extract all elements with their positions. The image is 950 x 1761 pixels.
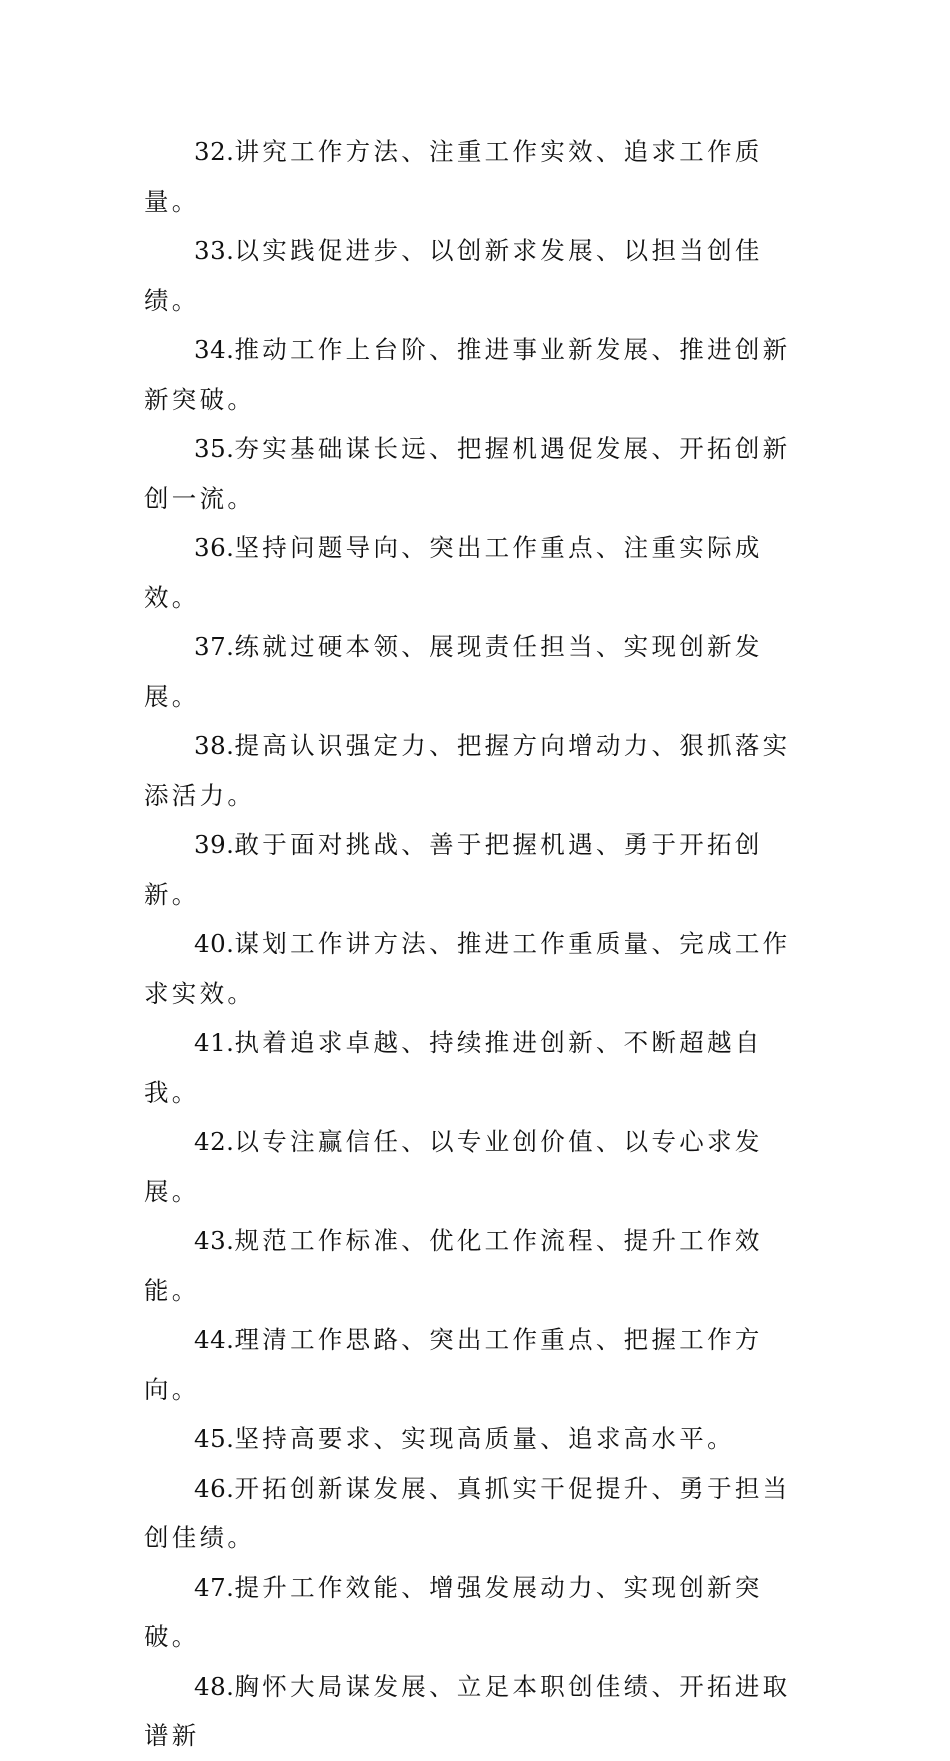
item-number: 48. <box>194 1671 235 1701</box>
item-text: 规范工作标准、优化工作流程、提升工作效能。 <box>144 1226 763 1305</box>
item-number: 35. <box>194 434 235 463</box>
list-item <box>144 919 808 1018</box>
list-item <box>144 424 808 523</box>
item-text: 理清工作思路、突出工作重点、把握工作方向。 <box>144 1325 763 1404</box>
list-item <box>144 820 808 919</box>
item-number: 46. <box>194 1473 235 1503</box>
item-number: 38. <box>194 731 235 760</box>
item-text: 执着追求卓越、持续推进创新、不断超越自我。 <box>144 1028 763 1107</box>
list-item <box>144 1018 808 1117</box>
item-text: 夯实基础谋长远、把握机遇促发展、开拓创新创一流。 <box>144 434 791 513</box>
document-body <box>144 127 808 1761</box>
list-item <box>144 721 808 820</box>
item-number: 47. <box>194 1572 235 1602</box>
item-text: 讲究工作方法、注重工作实效、追求工作质量。 <box>144 137 763 216</box>
item-number: 34. <box>194 335 235 364</box>
item-number: 41. <box>194 1028 235 1057</box>
item-text: 以实践促进步、以创新求发展、以担当创佳绩。 <box>144 236 763 315</box>
item-number: 43. <box>194 1226 235 1255</box>
item-number: 44. <box>194 1325 235 1354</box>
item-text: 坚持问题导向、突出工作重点、注重实际成效。 <box>144 533 763 612</box>
list-item <box>144 325 808 424</box>
item-number: 37. <box>194 632 235 661</box>
item-number: 45. <box>194 1424 235 1453</box>
list-item <box>144 1117 808 1216</box>
list-item <box>144 1315 808 1414</box>
list-item <box>144 523 808 622</box>
list-item <box>144 1563 808 1662</box>
item-number: 42. <box>194 1127 235 1156</box>
list-item <box>144 127 808 226</box>
list-item <box>144 1216 808 1315</box>
list-item <box>144 1464 808 1563</box>
item-number: 39. <box>194 830 235 859</box>
list-item <box>144 622 808 721</box>
item-text: 敢于面对挑战、善于把握机遇、勇于开拓创新。 <box>144 830 763 909</box>
item-text: 胸怀大局谋发展、立足本职创佳绩、开拓进取谱新 <box>144 1671 791 1750</box>
item-text: 开拓创新谋发展、真抓实干促提升、勇于担当创佳绩。 <box>144 1473 791 1552</box>
item-number: 40. <box>194 929 235 958</box>
list-item <box>144 226 808 325</box>
item-text: 坚持高要求、实现高质量、追求高水平。 <box>234 1424 735 1453</box>
item-text: 以专注赢信任、以专业创价值、以专心求发展。 <box>144 1127 763 1206</box>
item-number: 32. <box>194 137 235 166</box>
item-text: 练就过硬本领、展现责任担当、实现创新发展。 <box>144 632 763 711</box>
item-text: 提高认识强定力、把握方向增动力、狠抓落实添活力。 <box>144 731 791 810</box>
item-text: 提升工作效能、增强发展动力、实现创新突破。 <box>144 1572 763 1651</box>
item-number: 36. <box>194 533 235 562</box>
item-text: 推动工作上台阶、推进事业新发展、推进创新新突破。 <box>144 335 791 414</box>
list-item <box>144 1662 808 1761</box>
item-number: 33. <box>194 236 235 265</box>
list-item <box>144 1414 808 1464</box>
item-text: 谋划工作讲方法、推进工作重质量、完成工作求实效。 <box>144 929 791 1008</box>
